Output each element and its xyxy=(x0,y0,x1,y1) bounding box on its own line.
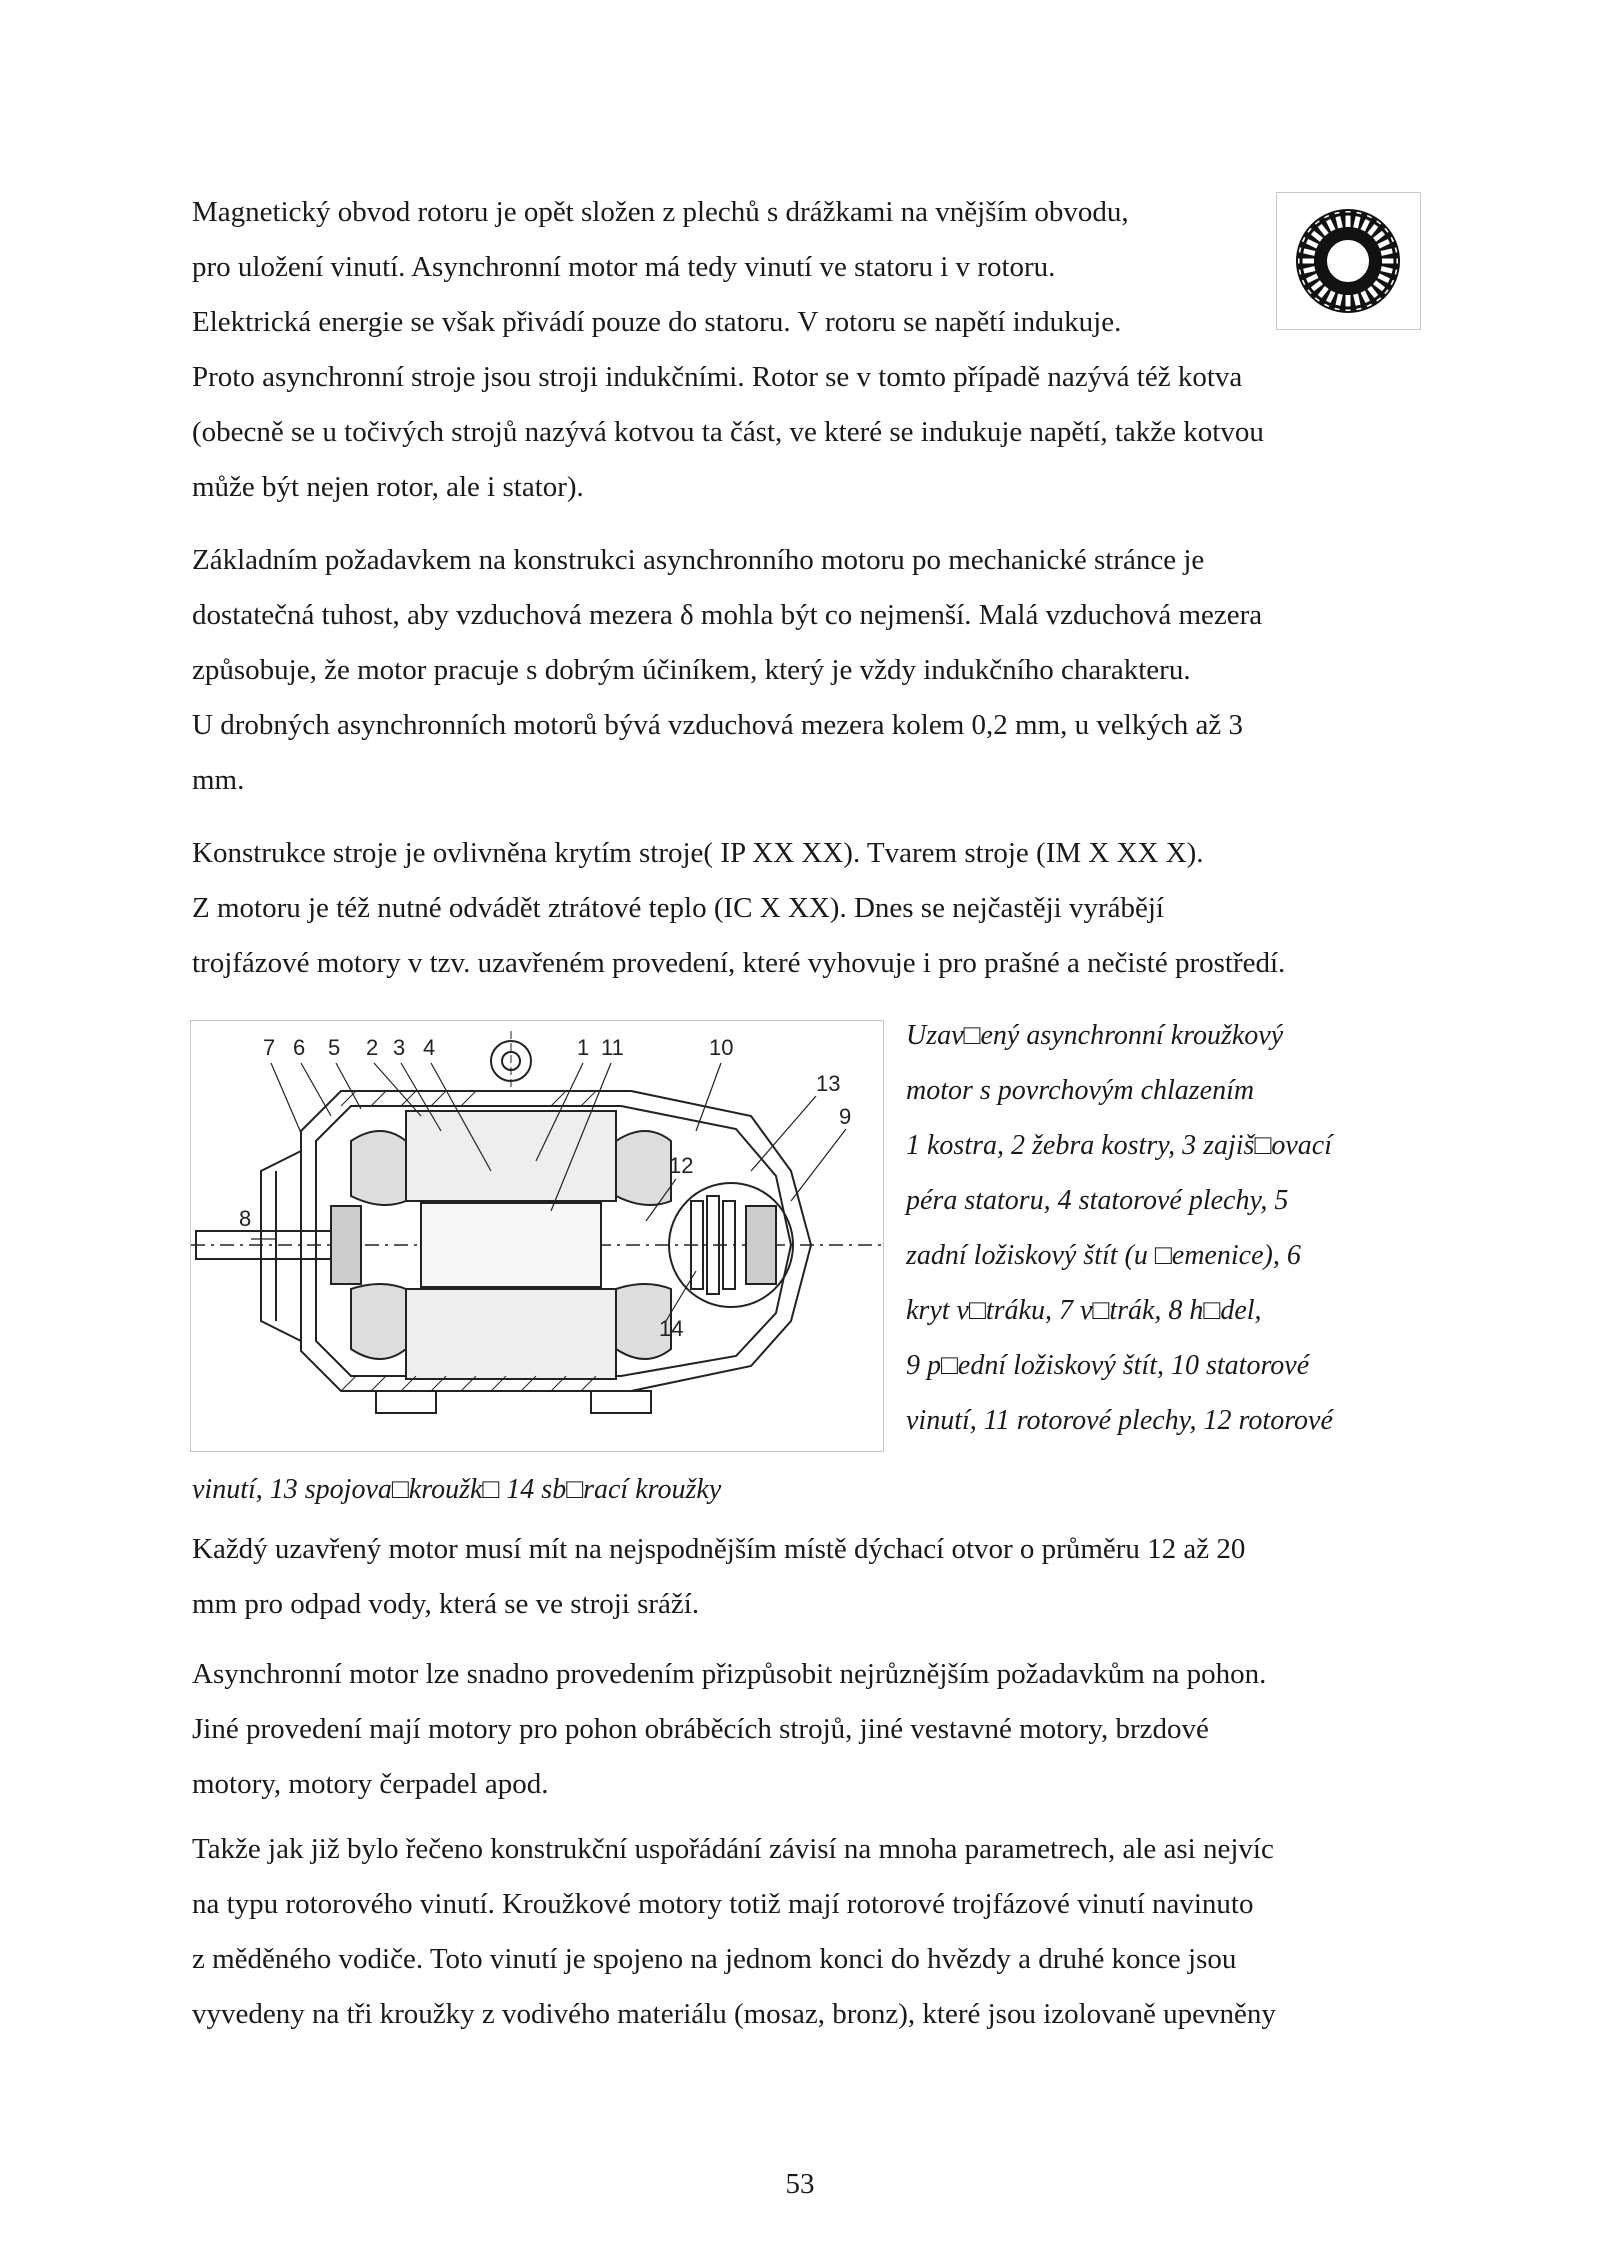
text-line: (obecně se u točivých strojů nazývá kotvou ta část, ve které se indukuje napětí, takže kotvou xyxy=(192,416,1264,448)
text-line: dostatečná tuhost, aby vzduchová mezera δ mohla být co nejmenší. Malá vzduchová mezera xyxy=(192,599,1263,631)
text-line: Asynchronní motor lze snadno provedením přizpůsobit nejrůznějším požadavkům na pohon. xyxy=(192,1658,1267,1690)
figure-label: 10 xyxy=(709,1035,734,1060)
caption-line: péra statoru, 4 statorové plechy, 5 xyxy=(906,1185,1289,1216)
figure-label: 3 xyxy=(393,1035,406,1060)
text-line: na typu rotorového vinutí. Kroužkové motory totiž mají rotorové trojfázové vinutí navinuto xyxy=(192,1888,1254,1920)
text-line: trojfázové motory v tzv. uzavřeném provedení, které vyhovuje i pro prašné a nečisté prostředí. xyxy=(192,947,1286,979)
figure-caption xyxy=(906,1008,1426,1448)
figure-caption-tail: vinutí, 13 spojova□kroužk□ 14 sb□rací kroužky xyxy=(192,1474,722,1505)
paragraph-breathing-hole xyxy=(192,1522,1422,1632)
text-line: Základním požadavkem na konstrukci asynchronního motoru po mechanické stránce je xyxy=(192,544,1205,576)
text-line: pro uložení vinutí. Asynchronní motor má tedy vinutí ve statoru i v rotoru. xyxy=(192,251,1056,283)
text-line: motory, motory čerpadel apod. xyxy=(192,1768,549,1800)
caption-line: vinutí, 11 rotorové plechy, 12 rotorové xyxy=(906,1405,1333,1436)
paragraph-rotor-winding-type xyxy=(192,1822,1422,2042)
figure-label: 4 xyxy=(423,1035,436,1060)
text-line: mm pro odpad vody, která se ve stroji sráží. xyxy=(192,1588,700,1620)
motor-cross-section-figure xyxy=(190,1020,884,1452)
text-line: Magnetický obvod rotoru je opět složen z plechů s drážkami na vnějším obvodu, xyxy=(192,196,1129,228)
paragraph-rotor-magnetic-circuit xyxy=(192,185,1262,350)
figure-label: 1 xyxy=(577,1035,590,1060)
text-line: může být nejen rotor, ale i stator). xyxy=(192,471,584,503)
text-line: vyvedeny na tři kroužky z vodivého materiálu (mosaz, bronz), které jsou izolovaně upevněny xyxy=(192,1998,1276,2030)
figure-label: 7 xyxy=(263,1035,276,1060)
text-line: mm. xyxy=(192,764,245,796)
page-number: 53 xyxy=(785,2168,815,2200)
caption-line: kryt v□tráku, 7 v□trák, 8 h□del, xyxy=(906,1295,1262,1326)
figure-label: 8 xyxy=(239,1206,252,1231)
rotor-lamination-drawing xyxy=(1277,193,1420,329)
paragraph-mechanical-requirements xyxy=(192,533,1422,808)
paragraph-drive-adaptation xyxy=(192,1647,1422,1812)
figure-label: 2 xyxy=(366,1035,379,1060)
figure-label: 9 xyxy=(839,1104,852,1129)
text-line: Proto asynchronní stroje jsou stroji indukčními. Rotor se v tomto případě nazývá též kotva xyxy=(192,361,1243,393)
motor-cross-section-drawing xyxy=(191,1021,883,1451)
paragraph-machine-construction xyxy=(192,826,1422,991)
text-line: Z motoru je též nutné odvádět ztrátové teplo (IC X XX). Dnes se nejčastěji vyrábějí xyxy=(192,892,1164,924)
caption-line: 9 p□ední ložiskový štít, 10 statorové xyxy=(906,1350,1310,1381)
text-line: Každý uzavřený motor musí mít na nejspodnějším místě dýchací otvor o průměru 12 až 20 xyxy=(192,1533,1246,1565)
text-line: Takže jak již bylo řečeno konstrukční uspořádání závisí na mnoha parametrech, ale asi nejvíc xyxy=(192,1833,1274,1865)
rotor-lamination-image xyxy=(1276,192,1421,330)
text-line: Konstrukce stroje je ovlivněna krytím stroje( IP XX XX). Tvarem stroje (IM X XX X). xyxy=(192,837,1204,869)
text-line: způsobuje, že motor pracuje s dobrým účiníkem, který je vždy indukčního charakteru. xyxy=(192,654,1191,686)
text-line: U drobných asynchronních motorů bývá vzduchová mezera kolem 0,2 mm, u velkých až 3 xyxy=(192,709,1243,741)
paragraph-rotor-continued xyxy=(192,350,1422,515)
caption-line: Uzav□ený asynchronní kroužkový xyxy=(906,1020,1284,1051)
figure-label: 14 xyxy=(659,1316,684,1341)
figure-label: 12 xyxy=(669,1153,694,1178)
caption-line: motor s povrchovým chlazením xyxy=(906,1075,1255,1106)
figure-label: 5 xyxy=(328,1035,341,1060)
figure-label: 13 xyxy=(816,1071,841,1096)
caption-line: zadní ložiskový štít (u □emenice), 6 xyxy=(906,1240,1301,1271)
text-line: Elektrická energie se však přivádí pouze do statoru. V rotoru se napětí indukuje. xyxy=(192,306,1122,338)
text-line: Jiné provedení mají motory pro pohon obráběcích strojů, jiné vestavné motory, brzdové xyxy=(192,1713,1209,1745)
figure-label: 11 xyxy=(601,1035,624,1060)
caption-line: 1 kostra, 2 žebra kostry, 3 zajiš□ovací xyxy=(906,1130,1333,1161)
text-line: z měděného vodiče. Toto vinutí je spojeno na jednom konci do hvězdy a druhé konce jsou xyxy=(192,1943,1237,1975)
figure-label: 6 xyxy=(293,1035,306,1060)
